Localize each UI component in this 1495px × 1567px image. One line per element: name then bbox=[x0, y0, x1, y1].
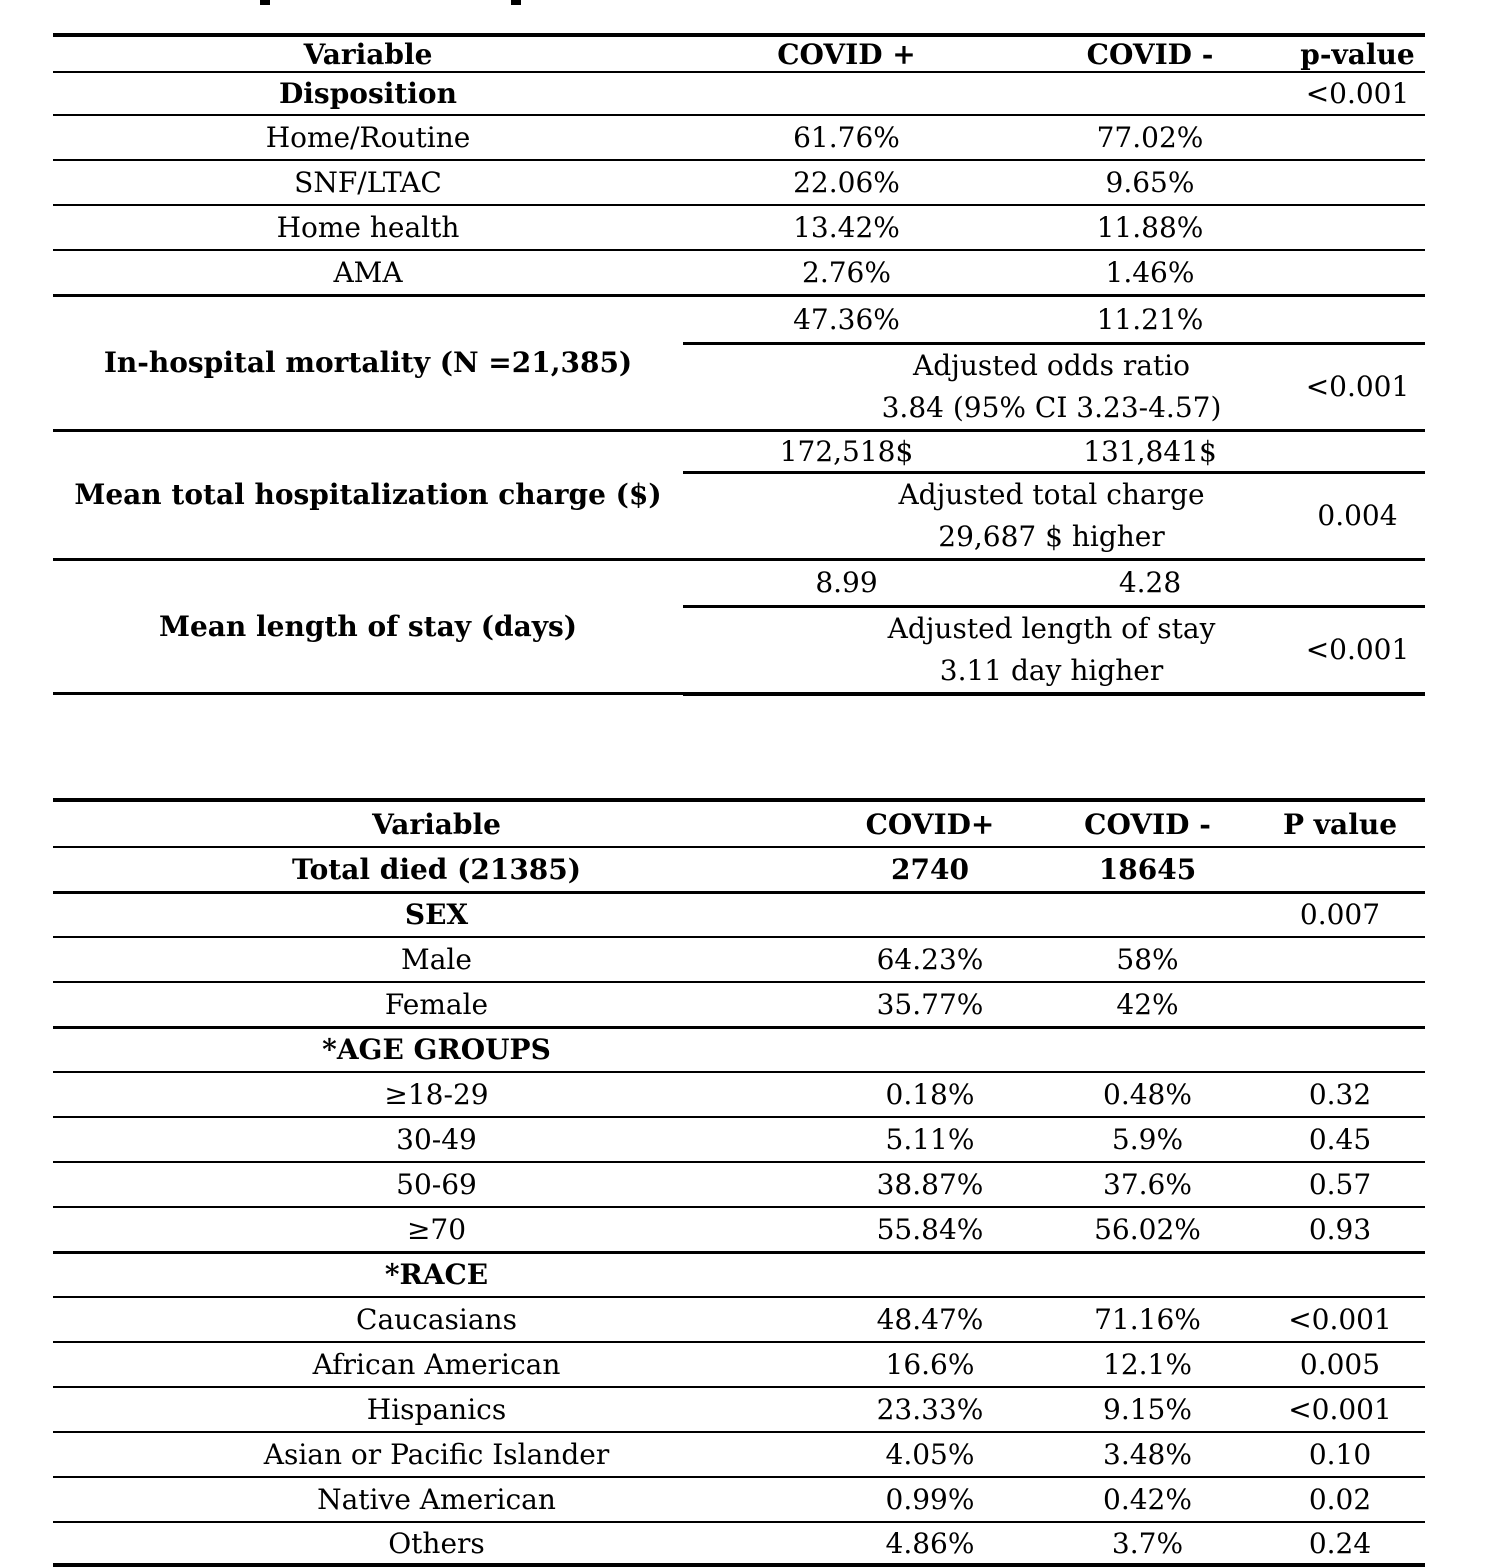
adjusted-estimate bbox=[683, 606, 1290, 694]
variable-label: *RACE bbox=[53, 1252, 820, 1297]
variable-label: 30-49 bbox=[53, 1117, 820, 1162]
table-row bbox=[53, 937, 1425, 982]
mortality-demographics-table bbox=[53, 798, 1425, 1567]
variable-label: Asian or Pacific Islander bbox=[53, 1432, 820, 1477]
covid-negative-value bbox=[1040, 1027, 1255, 1072]
adjusted-estimate-line1: Adjusted odds ratio bbox=[913, 348, 1190, 382]
p-value bbox=[1290, 430, 1425, 472]
covid-negative-value: 3.7% bbox=[1040, 1522, 1255, 1565]
p-value bbox=[1290, 559, 1425, 606]
covid-positive-value: 64.23% bbox=[820, 937, 1040, 982]
covid-positive-value: 16.6% bbox=[820, 1342, 1040, 1387]
covid-positive-value: 0.18% bbox=[820, 1072, 1040, 1117]
column-header-p-value: P value bbox=[1255, 800, 1425, 847]
covid-negative-value bbox=[1040, 1252, 1255, 1297]
covid-negative-value bbox=[1040, 892, 1255, 937]
variable-label: Disposition bbox=[53, 72, 683, 115]
table-row bbox=[53, 559, 1425, 606]
covid-negative-value: 42% bbox=[1040, 982, 1255, 1027]
covid-positive-value: 2740 bbox=[820, 847, 1040, 892]
variable-label: Total died (21385) bbox=[53, 847, 820, 892]
covid-positive-value: 61.76% bbox=[683, 115, 1010, 160]
table-row bbox=[53, 1162, 1425, 1207]
covid-negative-value: 56.02% bbox=[1040, 1207, 1255, 1252]
variable-label: SNF/LTAC bbox=[53, 160, 683, 205]
covid-positive-value: 38.87% bbox=[820, 1162, 1040, 1207]
variable-label: 50-69 bbox=[53, 1162, 820, 1207]
variable-label: ≥70 bbox=[53, 1207, 820, 1252]
variable-label: In-hospital mortality (N =21,385) bbox=[53, 295, 683, 430]
p-value: <0.001 bbox=[1255, 1297, 1425, 1342]
column-header-covid-negative: COVID - bbox=[1010, 35, 1290, 72]
covid-positive-value: 4.86% bbox=[820, 1522, 1040, 1565]
p-value bbox=[1290, 250, 1425, 295]
covid-positive-value bbox=[820, 1027, 1040, 1072]
covid-negative-value: 58% bbox=[1040, 937, 1255, 982]
covid-positive-value: 55.84% bbox=[820, 1207, 1040, 1252]
table-row bbox=[53, 1252, 1425, 1297]
column-header-p-value: p-value bbox=[1290, 35, 1425, 72]
covid-positive-value: 4.05% bbox=[820, 1432, 1040, 1477]
cropped-caption-artifact bbox=[511, 0, 521, 5]
table-row bbox=[53, 1117, 1425, 1162]
adjusted-estimate-line2: 3.11 day higher bbox=[939, 653, 1164, 687]
p-value: <0.001 bbox=[1255, 1387, 1425, 1432]
adjusted-estimate-line1: Adjusted length of stay bbox=[887, 611, 1216, 645]
covid-positive-value: 2.76% bbox=[683, 250, 1010, 295]
column-header-variable: Variable bbox=[53, 35, 683, 72]
variable-label: AMA bbox=[53, 250, 683, 295]
covid-negative-value: 0.48% bbox=[1040, 1072, 1255, 1117]
table-row bbox=[53, 1432, 1425, 1477]
variable-label: ≥18-29 bbox=[53, 1072, 820, 1117]
table-row bbox=[53, 1297, 1425, 1342]
p-value: 0.004 bbox=[1290, 472, 1425, 559]
table-row bbox=[53, 1477, 1425, 1522]
variable-label: Caucasians bbox=[53, 1297, 820, 1342]
p-value: <0.001 bbox=[1290, 72, 1425, 115]
table-row bbox=[53, 295, 1425, 343]
covid-negative-value: 3.48% bbox=[1040, 1432, 1255, 1477]
variable-label: Home health bbox=[53, 205, 683, 250]
table-row bbox=[53, 205, 1425, 250]
covid-positive-value: 172,518$ bbox=[683, 430, 1010, 472]
variable-label: Male bbox=[53, 937, 820, 982]
variable-label: Mean length of stay (days) bbox=[53, 559, 683, 694]
p-value bbox=[1255, 982, 1425, 1027]
p-value bbox=[1290, 160, 1425, 205]
covid-negative-value bbox=[1010, 72, 1290, 115]
covid-positive-value: 23.33% bbox=[820, 1387, 1040, 1432]
p-value: 0.005 bbox=[1255, 1342, 1425, 1387]
p-value: <0.001 bbox=[1290, 343, 1425, 430]
p-value: 0.45 bbox=[1255, 1117, 1425, 1162]
covid-negative-value: 131,841$ bbox=[1010, 430, 1290, 472]
covid-negative-value: 4.28 bbox=[1010, 559, 1290, 606]
table-row bbox=[53, 892, 1425, 937]
covid-negative-value: 0.42% bbox=[1040, 1477, 1255, 1522]
covid-negative-value: 1.46% bbox=[1010, 250, 1290, 295]
p-value bbox=[1290, 205, 1425, 250]
covid-positive-value bbox=[820, 1252, 1040, 1297]
table-row bbox=[53, 847, 1425, 892]
variable-label: Mean total hospitalization charge ($) bbox=[53, 430, 683, 559]
variable-label: Hispanics bbox=[53, 1387, 820, 1432]
table-header-row bbox=[53, 800, 1425, 847]
covid-negative-value: 18645 bbox=[1040, 847, 1255, 892]
p-value bbox=[1290, 115, 1425, 160]
covid-positive-value: 13.42% bbox=[683, 205, 1010, 250]
table-row bbox=[53, 72, 1425, 115]
p-value bbox=[1255, 937, 1425, 982]
table-row bbox=[53, 1072, 1425, 1117]
adjusted-estimate bbox=[683, 472, 1290, 559]
table-row bbox=[53, 1387, 1425, 1432]
covid-negative-value: 11.21% bbox=[1010, 295, 1290, 343]
table-row bbox=[53, 1522, 1425, 1565]
covid-negative-value: 12.1% bbox=[1040, 1342, 1255, 1387]
variable-label: Others bbox=[53, 1522, 820, 1565]
table-row bbox=[53, 982, 1425, 1027]
outcomes-table bbox=[53, 33, 1425, 696]
covid-positive-value: 22.06% bbox=[683, 160, 1010, 205]
table-row bbox=[53, 1207, 1425, 1252]
p-value: <0.001 bbox=[1290, 606, 1425, 694]
covid-negative-value: 37.6% bbox=[1040, 1162, 1255, 1207]
column-header-variable: Variable bbox=[53, 800, 820, 847]
p-value: 0.10 bbox=[1255, 1432, 1425, 1477]
covid-positive-value: 0.99% bbox=[820, 1477, 1040, 1522]
p-value: 0.007 bbox=[1255, 892, 1425, 937]
column-header-covid-positive: COVID+ bbox=[820, 800, 1040, 847]
column-header-covid-positive: COVID + bbox=[683, 35, 1010, 72]
table-row bbox=[53, 250, 1425, 295]
covid-positive-value: 35.77% bbox=[820, 982, 1040, 1027]
adjusted-estimate-line1: Adjusted total charge bbox=[898, 477, 1205, 511]
adjusted-estimate-line2: 29,687 $ higher bbox=[938, 519, 1165, 553]
covid-negative-value: 71.16% bbox=[1040, 1297, 1255, 1342]
p-value bbox=[1255, 1252, 1425, 1297]
covid-positive-value: 47.36% bbox=[683, 295, 1010, 343]
covid-positive-value: 5.11% bbox=[820, 1117, 1040, 1162]
covid-negative-value: 5.9% bbox=[1040, 1117, 1255, 1162]
variable-label: African American bbox=[53, 1342, 820, 1387]
table-row bbox=[53, 430, 1425, 472]
p-value: 0.24 bbox=[1255, 1522, 1425, 1565]
covid-negative-value: 77.02% bbox=[1010, 115, 1290, 160]
covid-positive-value bbox=[683, 72, 1010, 115]
p-value: 0.93 bbox=[1255, 1207, 1425, 1252]
variable-label: *AGE GROUPS bbox=[53, 1027, 820, 1072]
covid-positive-value bbox=[820, 892, 1040, 937]
variable-label: SEX bbox=[53, 892, 820, 937]
p-value bbox=[1255, 1027, 1425, 1072]
p-value bbox=[1290, 295, 1425, 343]
variable-label: Home/Routine bbox=[53, 115, 683, 160]
covid-positive-value: 8.99 bbox=[683, 559, 1010, 606]
adjusted-estimate-line2: 3.84 (95% CI 3.23-4.57) bbox=[881, 390, 1222, 424]
cropped-caption-artifact bbox=[260, 0, 270, 5]
covid-negative-value: 9.15% bbox=[1040, 1387, 1255, 1432]
p-value: 0.02 bbox=[1255, 1477, 1425, 1522]
p-value bbox=[1255, 847, 1425, 892]
adjusted-estimate bbox=[683, 343, 1290, 430]
variable-label: Native American bbox=[53, 1477, 820, 1522]
variable-label: Female bbox=[53, 982, 820, 1027]
p-value: 0.32 bbox=[1255, 1072, 1425, 1117]
column-header-covid-negative: COVID - bbox=[1040, 800, 1255, 847]
covid-negative-value: 11.88% bbox=[1010, 205, 1290, 250]
p-value: 0.57 bbox=[1255, 1162, 1425, 1207]
covid-negative-value: 9.65% bbox=[1010, 160, 1290, 205]
table-row bbox=[53, 160, 1425, 205]
table-row bbox=[53, 1027, 1425, 1072]
table-row bbox=[53, 115, 1425, 160]
table-row bbox=[53, 1342, 1425, 1387]
covid-positive-value: 48.47% bbox=[820, 1297, 1040, 1342]
table-header-row bbox=[53, 35, 1425, 72]
